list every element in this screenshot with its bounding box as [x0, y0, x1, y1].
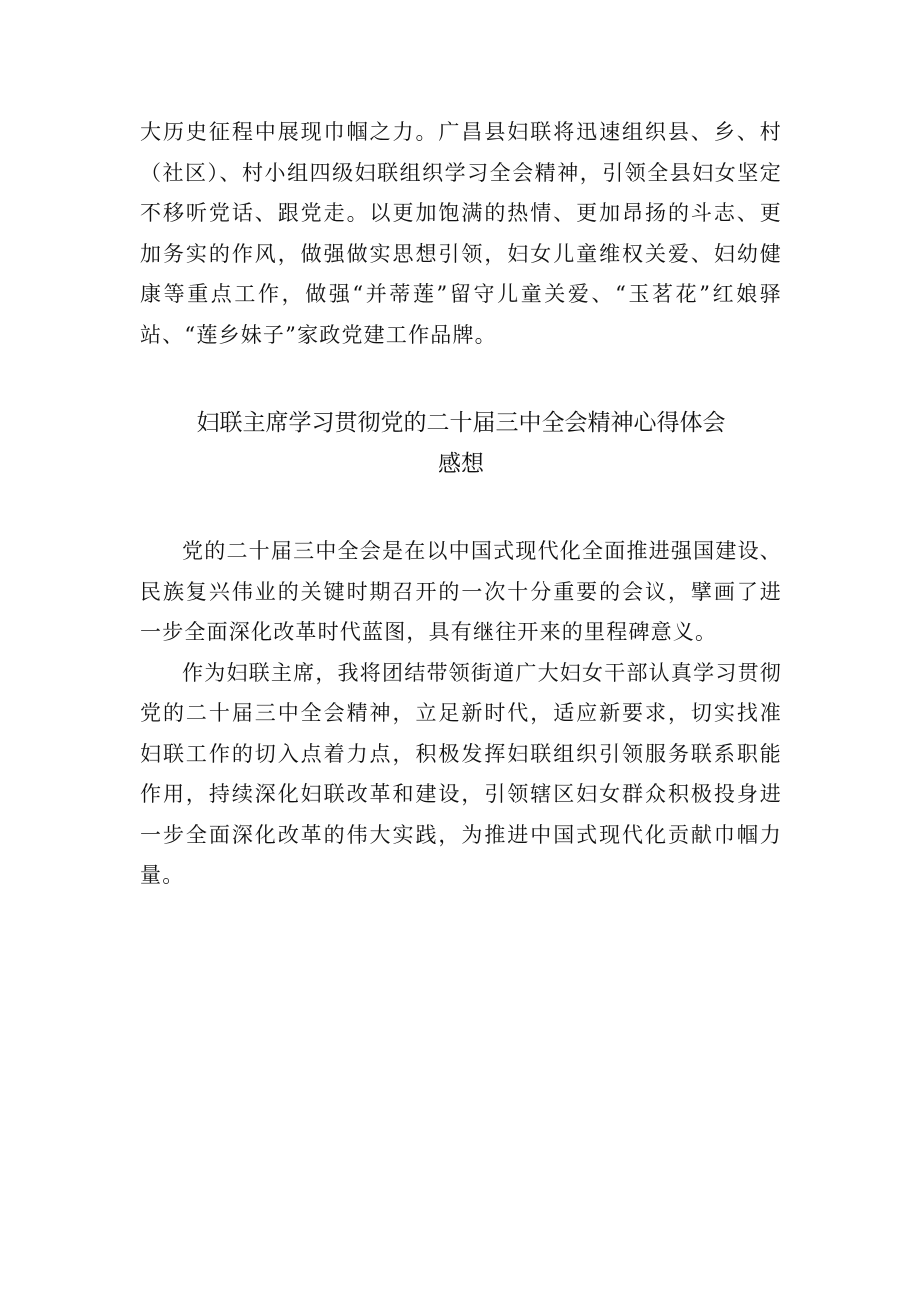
- section-title-line-1: 妇联主席学习贯彻党的二十届三中全会精神心得体会: [196, 410, 726, 436]
- document-page: [140, 112, 782, 896]
- continued-paragraph: 大历史征程中展现巾帼之力。广昌县妇联将迅速组织县、乡、村（社区）、村小组四级妇联组织学习全会精神，引领全县妇女坚定不移听党话、跟党走。以更加饱满的热情、更加昂扬的斗志、更加务实的作风，做强做实思想引领，妇女儿童维权关爱、妇幼健康等重点工作，做强“并蒂莲”留守儿童关爱、“玉茗花”红娘驿站、“莲乡妹子”家政党建工作品牌。: [140, 120, 782, 347]
- section-title-line-2: 感想: [438, 451, 484, 477]
- body-paragraph-1: 党的二十届三中全会是在以中国式现代化全面推进强国建设、民族复兴伟业的关键时期召开的一次十分重要的会议，擘画了进一步全面深化改革时代蓝图，具有继往开来的里程碑意义。: [140, 539, 782, 644]
- section-title: [140, 403, 782, 485]
- body-paragraph-2: 作为妇联主席，我将团结带领街道广大妇女干部认真学习贯彻党的二十届三中全会精神，立足新时代，适应新要求，切实找准妇联工作的切入点着力点，积极发挥妇联组织引领服务联系职能作用，持续深化妇联改革和建设，引领辖区妇女群众积极投身进一步全面深化改革的伟大实践，为推进中国式现代化贡献巾帼力量。: [140, 660, 782, 887]
